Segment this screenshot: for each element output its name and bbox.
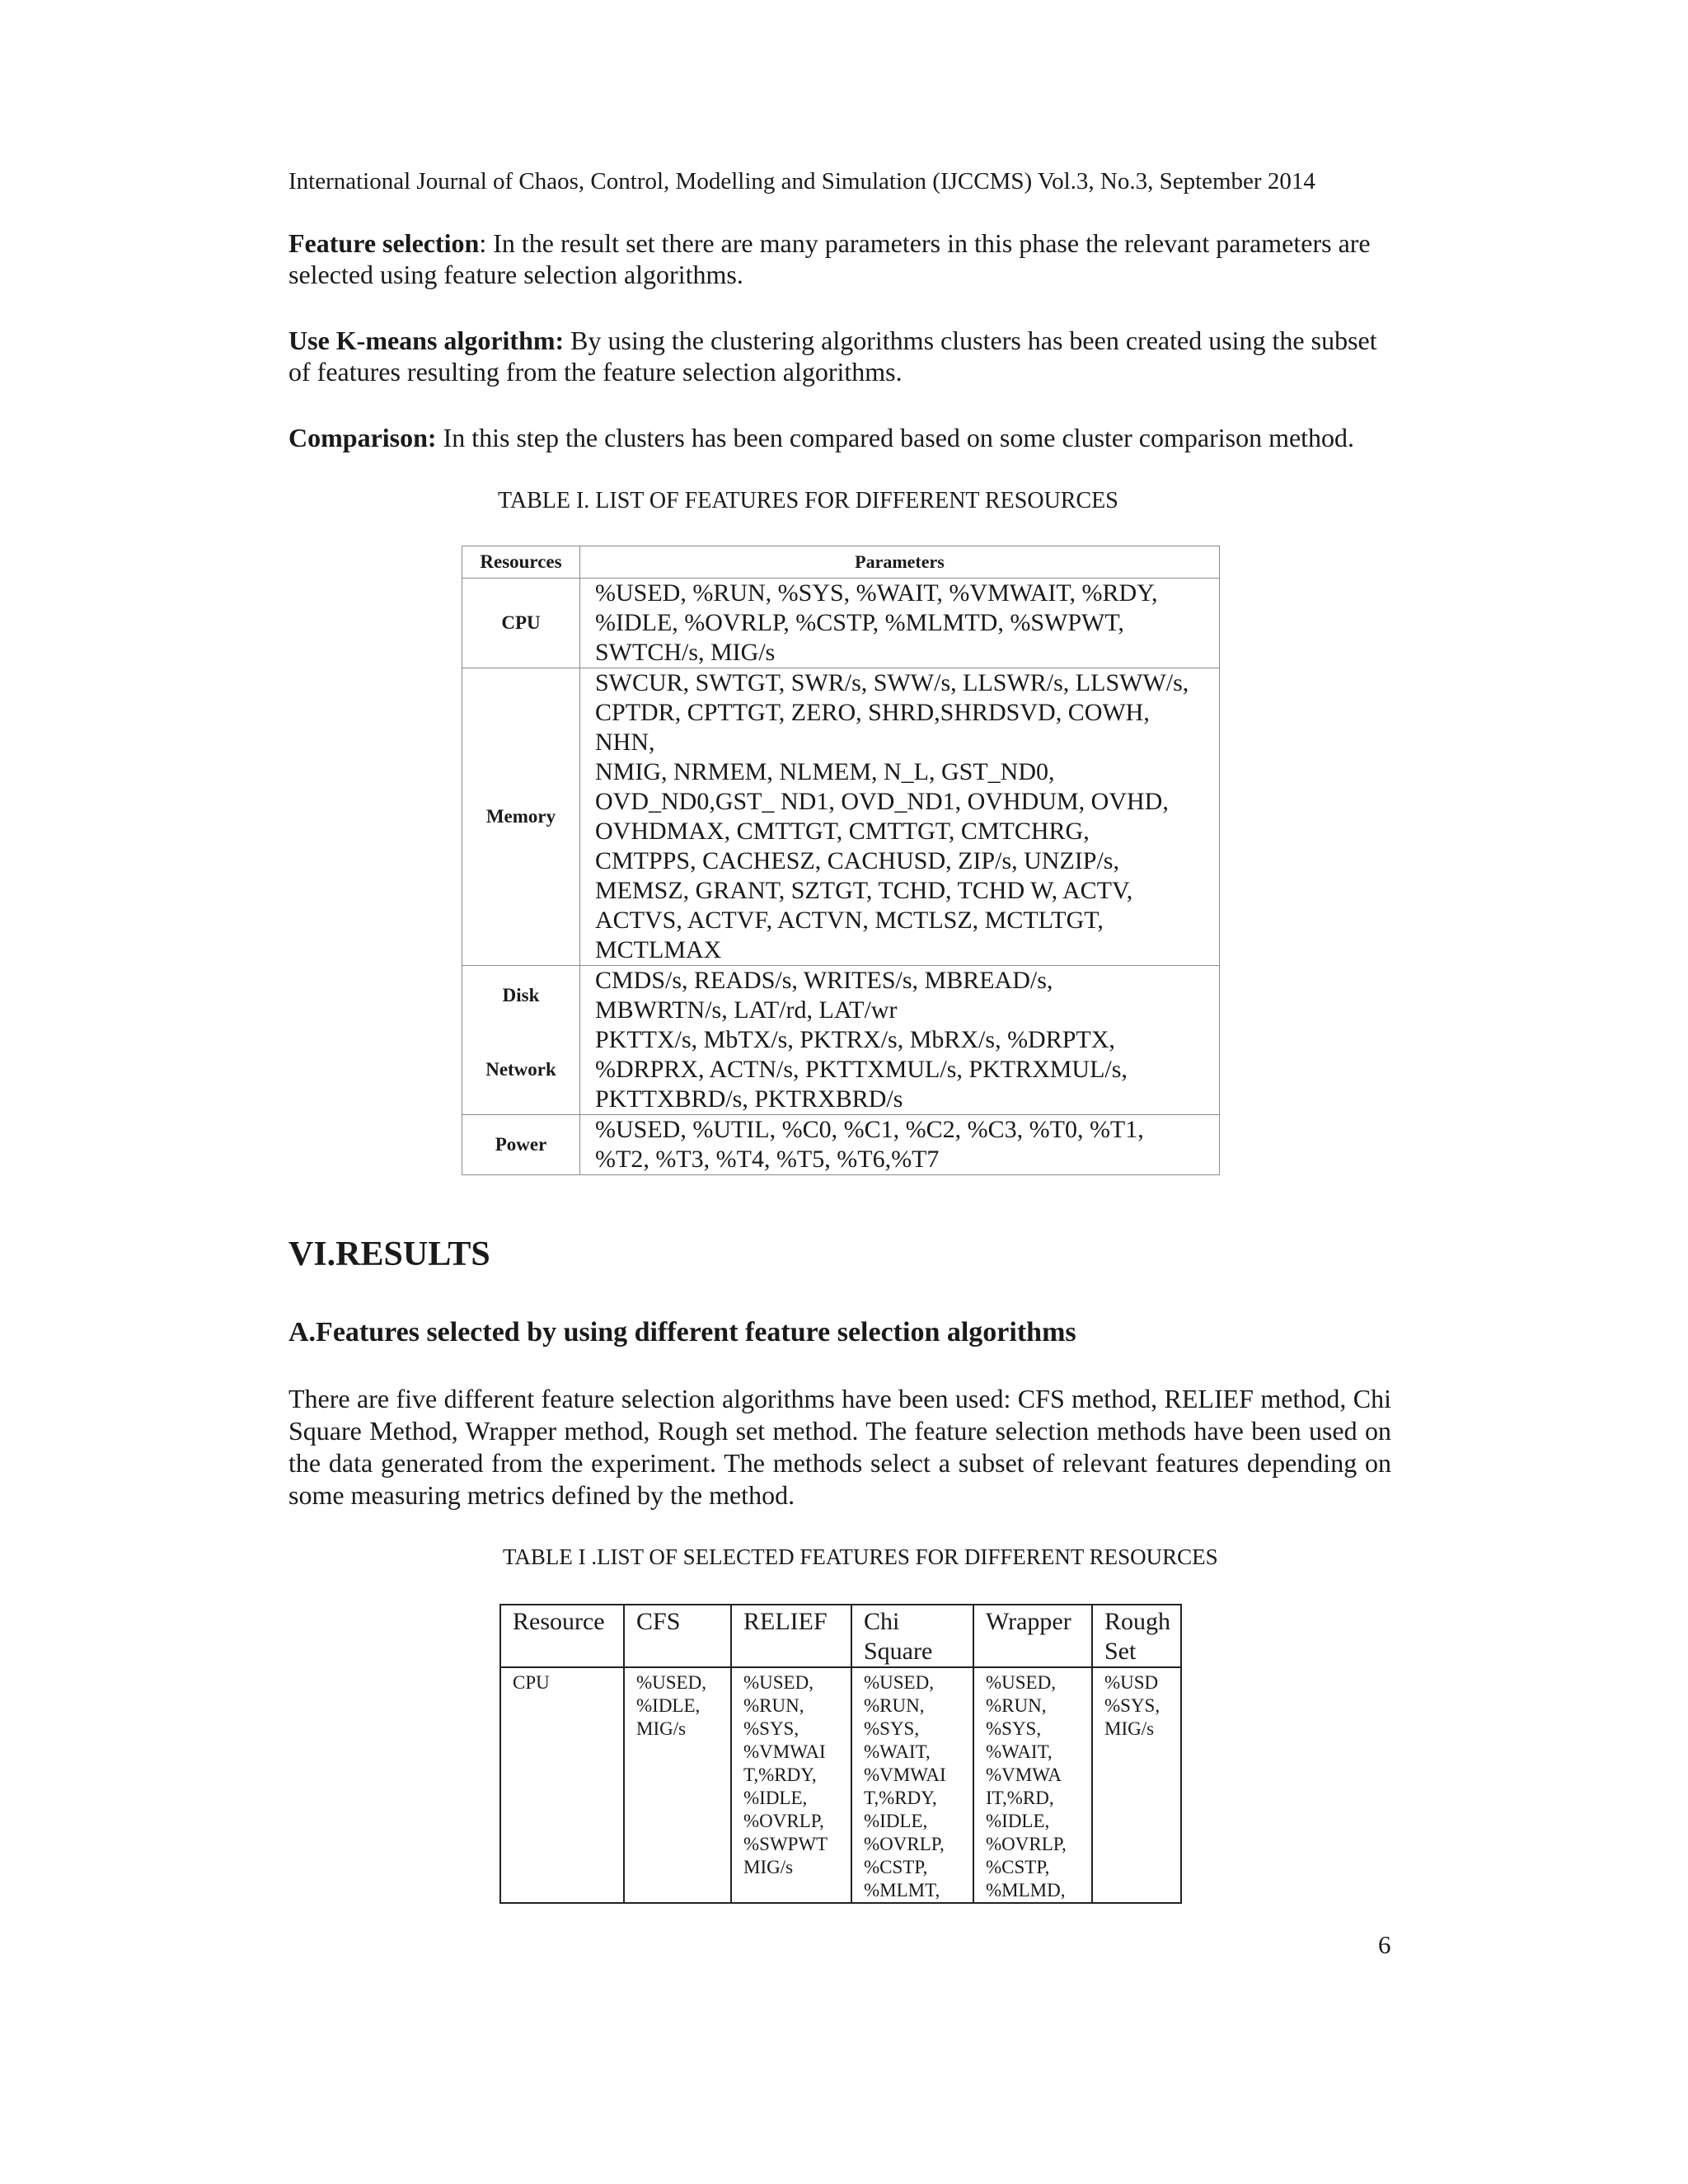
cell-line: CMDS/s, READS/s, WRITES/s, MBREAD/s, [595,967,1053,994]
step-term: Feature selection [288,228,480,258]
table1-header-parameters: Parameters [580,546,1220,579]
cell-line: %SYS, [1104,1695,1160,1716]
cell-line: NMIG, NRMEM, NLMEM, N_L, GST_ND0, [595,758,1055,785]
cell-line: %USED, [636,1672,706,1693]
table1-header-resources: Resources [462,546,580,579]
cell-line: Resource [513,1608,605,1635]
cell-line: %SWPWT [743,1834,828,1854]
table1-row-disk [462,966,1220,1026]
table2-cell [731,1667,851,1903]
cell-line: MEMSZ, GRANT, SZTGT, TCHD, TCHD W, ACTV, [595,877,1133,904]
table2-row-cpu [500,1667,1181,1903]
cell-line: %USED, %UTIL, %C0, %C1, %C2, %C3, %T0, %T1, [595,1116,1144,1143]
parameters-cell [580,579,1220,668]
cell-line: %VMWAI [864,1765,946,1785]
cell-line: %OVRLP, [864,1834,945,1854]
cell-line: T,%RDY, [864,1788,937,1808]
table2-header-cell [1092,1605,1181,1667]
cell-line: %DRPRX, ACTN/s, PKTTXMUL/s, PKTRXMUL/s, [595,1056,1128,1083]
results-paragraph: There are five different feature selection algorithms have been used: CFS method, RELIEF method, Chi Square Method, Wrapper method, Rough set method. The feature selection methods have been used on the data generated from the experiment. The methods select a subset of relevant features depending on some measuring metrics defined by the method. [288,1384,1391,1510]
resource-cell: Memory [462,668,580,966]
cell-line: MCTLMAX [595,936,722,963]
cell-line: Wrapper [986,1608,1071,1635]
table-selected-features [499,1604,1182,1904]
cell-line: NHN, [595,729,655,756]
cell-line: OVD_ND0,GST_ ND1, OVD_ND1, OVHDUM, OVHD, [595,788,1169,815]
parameters-cell [580,668,1220,966]
cell-line: %SYS, [743,1718,799,1739]
cell-line: %OVRLP, [986,1834,1067,1854]
cell-line: %IDLE, [636,1695,701,1716]
cell-line: %CSTP, [986,1857,1050,1877]
cell-line: %IDLE, [864,1811,928,1831]
step-kmeans [288,325,1393,387]
table1-row-power [462,1115,1220,1175]
cell-line: SWTCH/s, MIG/s [595,639,776,666]
cell-line: %MLMD, [986,1880,1066,1900]
parameters-cell [580,1115,1220,1175]
cell-line: %WAIT, [864,1741,931,1762]
cell-line: %USED, [986,1672,1056,1693]
step-feature-selection [288,227,1393,290]
cell-line: Chi [864,1608,900,1635]
cell-line: CPTDR, CPTTGT, ZERO, SHRD,SHRDSVD, COWH, [595,699,1150,726]
cell-line: %SYS, [986,1718,1042,1739]
cell-line: %OVRLP, [743,1811,824,1831]
table-features [462,546,1220,1175]
table1-caption: TABLE I. LIST OF FEATURES FOR DIFFERENT RESOURCES [498,488,1118,513]
page-number: 6 [1378,1930,1391,1959]
table1-header-row [462,546,1220,579]
cell-line: %VMWA [986,1765,1062,1785]
resource-cell: Power [462,1115,580,1175]
cell-line: %IDLE, [743,1788,808,1808]
table2-header-cell [624,1605,731,1667]
step-text: In the result set there are many parameters in this phase the relevant parameters are selected using feature selection algorithms. [288,228,1371,289]
cell-line: %USED, [743,1672,814,1693]
cell-line: CMTPPS, CACHESZ, CACHUSD, ZIP/s, UNZIP/s, [595,847,1119,874]
table1-row-network [462,1025,1220,1115]
section-heading: VI.RESULTS [288,1235,490,1273]
cell-line: %SYS, [864,1718,920,1739]
step-text: By using the clustering algorithms clusters has been created using the subset of features resulting from the feature selection algorithms. [288,326,1377,387]
cell-line: MBWRTN/s, LAT/rd, LAT/wr [595,996,898,1024]
table1-row-cpu [462,579,1220,668]
cell-line: %USD [1104,1672,1159,1693]
cell-line: %USED, [864,1672,934,1693]
cell-line: %MLMT, [864,1880,940,1900]
cell-line: SWCUR, SWTGT, SWR/s, SWW/s, LLSWR/s, LLSWW/s, [595,669,1189,696]
table2-cell [624,1667,731,1903]
cell-line: %USED, %RUN, %SYS, %WAIT, %VMWAIT, %RDY, [595,579,1158,607]
step-text: In this step the clusters has been compared based on some cluster comparison method. [436,423,1355,452]
table2-header-cell [973,1605,1092,1667]
table1-row-memory [462,668,1220,966]
cell-line: %RUN, [986,1695,1047,1716]
table2-cell [851,1667,973,1903]
cell-line: RELIEF [743,1608,828,1635]
table2-caption: TABLE I .LIST OF SELECTED FEATURES FOR DIFFERENT RESOURCES [503,1544,1218,1569]
cell-line: CPU [513,1672,550,1693]
parameters-cell [580,1025,1220,1115]
subsection-heading: A.Features selected by using different feature selection algorithms [288,1317,1076,1347]
cell-line: MIG/s [1104,1718,1155,1739]
cell-line: PKTTX/s, MbTX/s, PKTRX/s, MbRX/s, %DRPTX, [595,1026,1115,1053]
resource-cell: Network [462,1025,580,1115]
cell-line: %VMWAI [743,1741,826,1762]
table2-cell [1092,1667,1181,1903]
parameters-cell [580,966,1220,1026]
journal-header: International Journal of Chaos, Control, Modelling and Simulation (IJCCMS) Vol.3, No.3, September 2014 [288,168,1315,194]
cell-line: %WAIT, [986,1741,1053,1762]
cell-line: MIG/s [743,1857,794,1877]
table2-cell [500,1667,624,1903]
cell-line: %IDLE, [986,1811,1050,1831]
cell-line: %CSTP, [864,1857,928,1877]
cell-line: Square [864,1638,933,1665]
step-sep: : [479,228,487,258]
cell-line: T,%RDY, [743,1765,817,1785]
cell-line: %T2, %T3, %T4, %T5, %T6,%T7 [595,1146,940,1173]
cell-line: %RUN, [864,1695,925,1716]
resource-cell: Disk [462,966,580,1026]
table2-header-cell [500,1605,624,1667]
cell-line: Set [1104,1638,1137,1665]
step-term: Comparison: [288,423,437,452]
table2-header-row [500,1605,1181,1667]
table2-cell [973,1667,1092,1903]
cell-line: IT,%RD, [986,1788,1054,1808]
cell-line: MIG/s [636,1718,687,1739]
cell-line: OVHDMAX, CMTTGT, CMTTGT, CMTCHRG, [595,818,1090,845]
cell-line: PKTTXBRD/s, PKTRXBRD/s [595,1085,903,1113]
cell-line: Rough [1104,1608,1171,1635]
cell-line: ACTVS, ACTVF, ACTVN, MCTLSZ, MCTLTGT, [595,907,1104,934]
cell-line: %RUN, [743,1695,804,1716]
resource-cell: CPU [462,579,580,668]
table2-header-cell [731,1605,851,1667]
step-comparison [288,422,1368,453]
table2-header-cell [851,1605,973,1667]
step-term: Use K-means algorithm: [288,326,565,355]
cell-line: %IDLE, %OVRLP, %CSTP, %MLMTD, %SWPWT, [595,609,1124,636]
cell-line: CFS [636,1608,681,1635]
